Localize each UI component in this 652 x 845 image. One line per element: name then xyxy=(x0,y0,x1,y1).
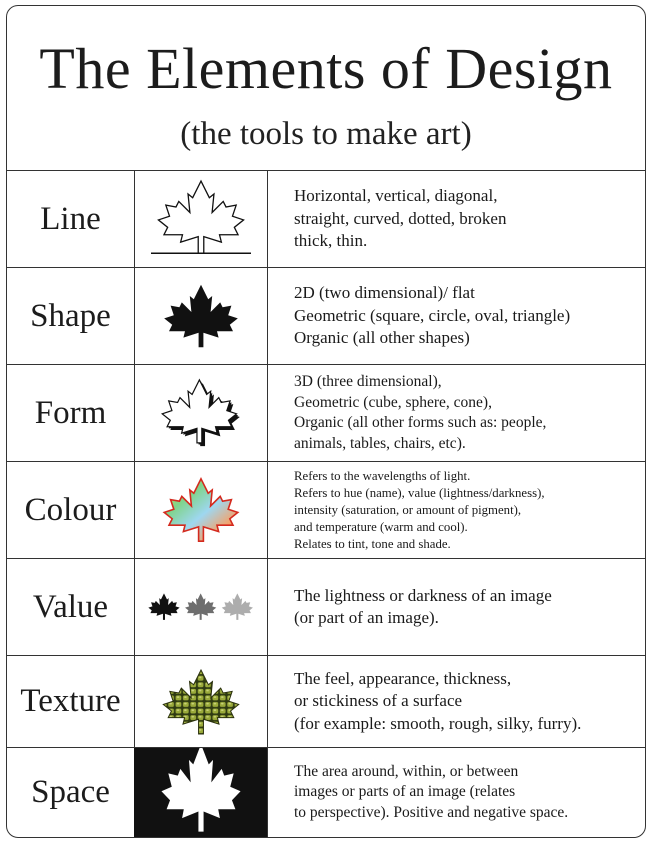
page-title: The Elements of Design xyxy=(39,36,613,101)
element-name: Texture xyxy=(7,656,135,747)
table-row-colour xyxy=(7,462,645,559)
element-description: 3D (three dimensional), Geometric (cube, sphere, cone), Organic (all other forms such as: people, animals, tables, chairs, etc). xyxy=(294,373,547,452)
element-description: 2D (two dimensional)/ flat Geometric (square, circle, oval, triangle) Organic (all other shapes) xyxy=(294,283,571,348)
maple-leaf-grayscale-icon xyxy=(134,559,268,655)
elements-table xyxy=(7,170,645,837)
header xyxy=(7,6,645,170)
element-description: The lightness or darkness of an image (or part of an image). xyxy=(294,585,552,627)
table-row-texture xyxy=(7,656,645,748)
element-name: Colour xyxy=(7,462,135,558)
page-subtitle: (the tools to make art) xyxy=(180,116,472,152)
table-row-space xyxy=(7,748,645,837)
maple-leaf-solid-icon xyxy=(134,268,268,364)
element-name: Value xyxy=(7,559,135,655)
table-row-form xyxy=(7,365,645,462)
element-name: Form xyxy=(7,365,135,461)
maple-leaf-texture-icon xyxy=(134,656,268,747)
element-description: Horizontal, vertical, diagonal, straight, curved, dotted, broken thick, thin. xyxy=(294,186,507,251)
element-name: Line xyxy=(7,171,135,267)
maple-leaf-gradient-icon xyxy=(134,462,268,558)
maple-leaf-3d-icon xyxy=(134,365,268,461)
element-description: The area around, within, or between images or parts of an image (relates to perspective). Positive and negative space. xyxy=(294,762,569,821)
maple-leaf-negative-space-icon xyxy=(134,748,268,837)
element-description: The feel, appearance, thickness, or stickiness of a surface (for example: smooth, rough, silky, furry). xyxy=(294,668,582,733)
table-row-value xyxy=(7,559,645,656)
element-name: Space xyxy=(7,748,135,837)
element-name: Shape xyxy=(7,268,135,364)
table-row-line xyxy=(7,171,645,268)
table-row-shape xyxy=(7,268,645,365)
poster-frame xyxy=(6,5,646,838)
maple-leaf-outline-icon xyxy=(134,171,268,267)
element-description: Refers to the wavelengths of light. Refers to hue (name), value (lightness/darkness), intensity (saturation, or amount of pigment), and temperature (warm and cool). Relates to tint, tone and shade. xyxy=(294,468,545,551)
